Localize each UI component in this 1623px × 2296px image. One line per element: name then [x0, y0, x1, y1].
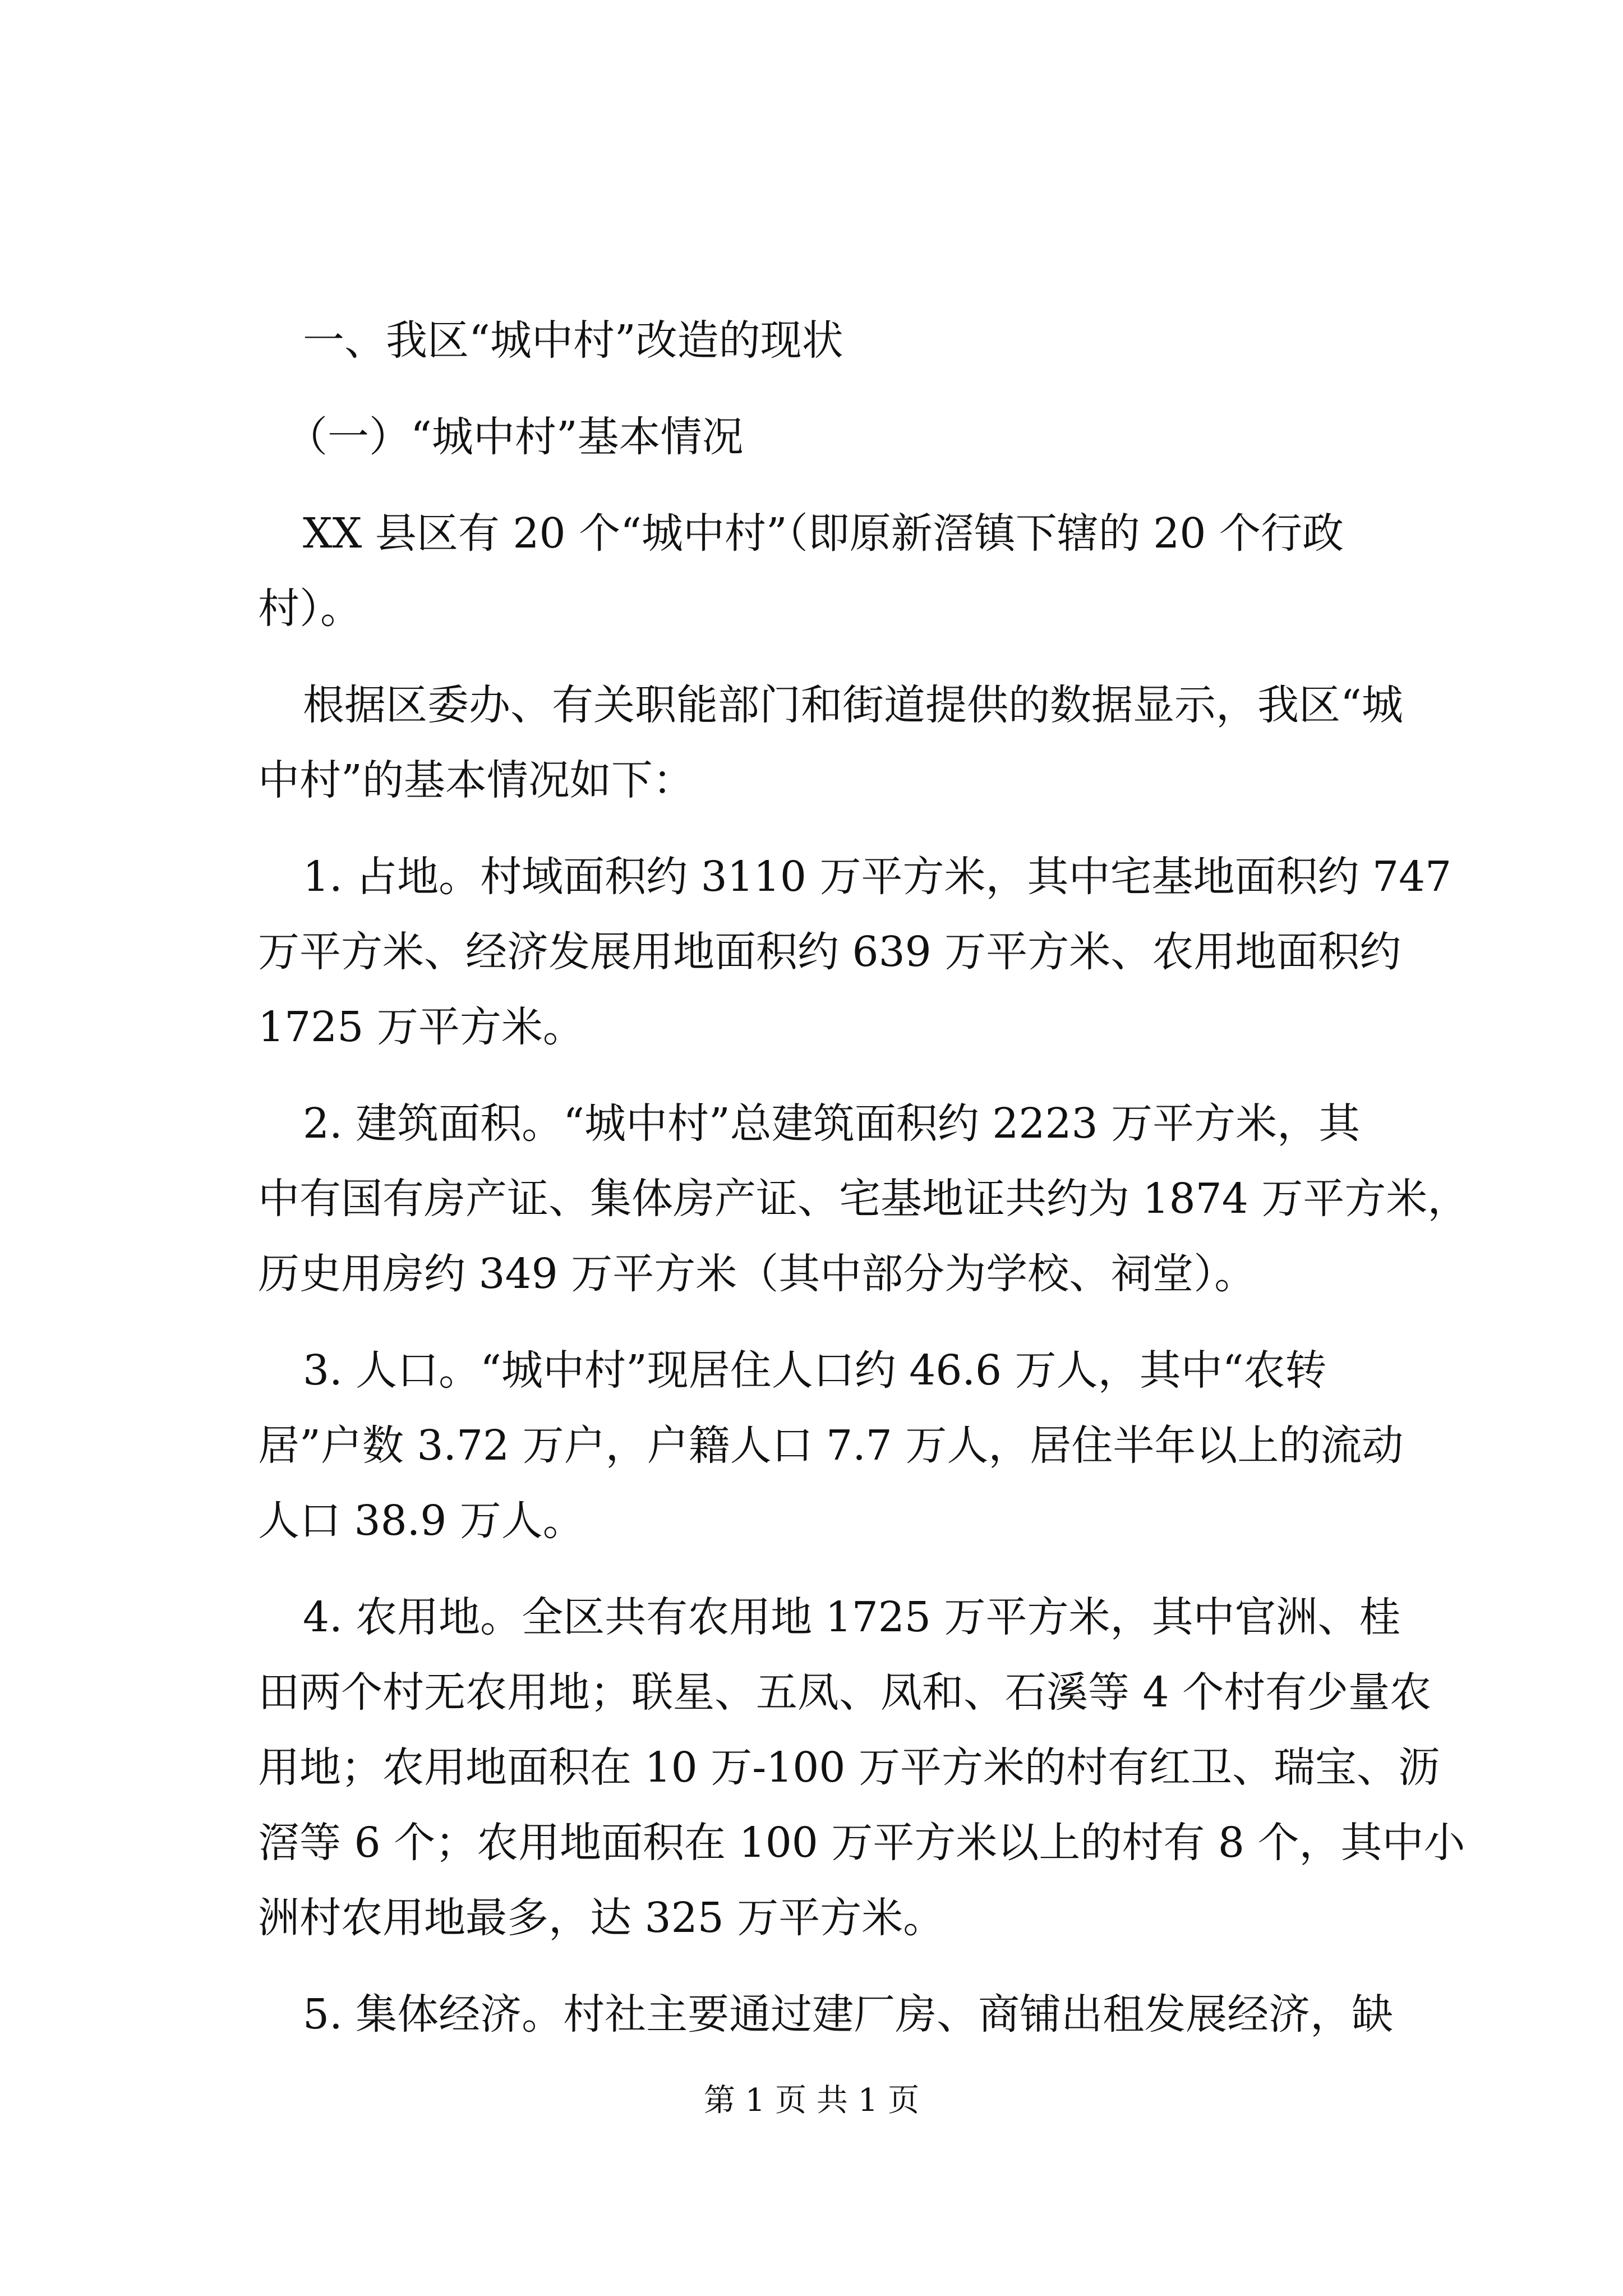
paragraph-line: 人口 38.9 万人。 — [258, 1497, 584, 1545]
subsection-heading: （一）“城中村”基本情况 — [286, 413, 744, 461]
paragraph-line: 洲村农用地最多，达 325 万平方米。 — [258, 1894, 945, 1942]
paragraph-line: 1. 占地。村域面积约 3110 万平方米，其中宅基地面积约 747 — [303, 853, 1452, 901]
paragraph-line: 中有国有房产证、集体房产证、宅基地证共约为 1874 万平方米， — [258, 1175, 1469, 1223]
paragraph-line: 5. 集体经济。村社主要通过建厂房、商铺出租发展经济，缺 — [303, 1990, 1394, 2039]
paragraph-line: 万平方米、经济发展用地面积约 639 万平方米、农用地面积约 — [258, 928, 1401, 976]
section-heading: 一、我区“城中村”改造的现状 — [303, 316, 843, 365]
paragraph-building-area — [258, 1086, 1469, 1312]
paragraph-line: 根据区委办、有关职能部门和街道提供的数据显示，我区“城 — [303, 681, 1403, 729]
paragraph-village-count — [258, 496, 1424, 646]
paragraph-line: 村）。 — [258, 585, 362, 633]
paragraph-data-source — [258, 668, 1424, 818]
paragraph-line: 4. 农用地。全区共有农用地 1725 万平方米，其中官洲、桂 — [303, 1593, 1401, 1641]
paragraph-line: 中村”的基本情况如下： — [258, 756, 694, 804]
paragraph-line: 用地；农用地面积在 10 万-100 万平方米的村有红卫、瑞宝、沥 — [258, 1743, 1440, 1792]
page-footer: 第 1 页 共 1 页 — [703, 2082, 920, 2119]
paragraph-farmland — [258, 1580, 1465, 1955]
paragraph-line: XX 县区有 20 个“城中村”（即原新滘镇下辖的 20 个行政 — [303, 509, 1344, 558]
paragraph-line: 3. 人口。“城中村”现居住人口约 46.6 万人，其中“农转 — [303, 1346, 1327, 1395]
paragraph-land-area — [258, 839, 1452, 1065]
paragraph-collective-economy — [258, 1977, 1424, 2052]
document-body — [258, 303, 1469, 2052]
paragraph-line: 田两个村无农用地；联星、五凤、凤和、石溪等 4 个村有少量农 — [258, 1668, 1432, 1717]
paragraph-population — [258, 1333, 1424, 1558]
paragraph-line: 历史用房约 349 万平方米（其中部分为学校、祠堂）。 — [258, 1250, 1256, 1298]
paragraph-line: 1725 万平方米。 — [258, 1003, 584, 1051]
paragraph-line: 滘等 6 个；农用地面积在 100 万平方米以上的村有 8 个，其中小 — [258, 1819, 1465, 1867]
paragraph-line: 2. 建筑面积。“城中村”总建筑面积约 2223 万平方米，其 — [303, 1099, 1361, 1148]
paragraph-line: 居”户数 3.72 万户，户籍人口 7.7 万人，居住半年以上的流动 — [258, 1421, 1404, 1470]
